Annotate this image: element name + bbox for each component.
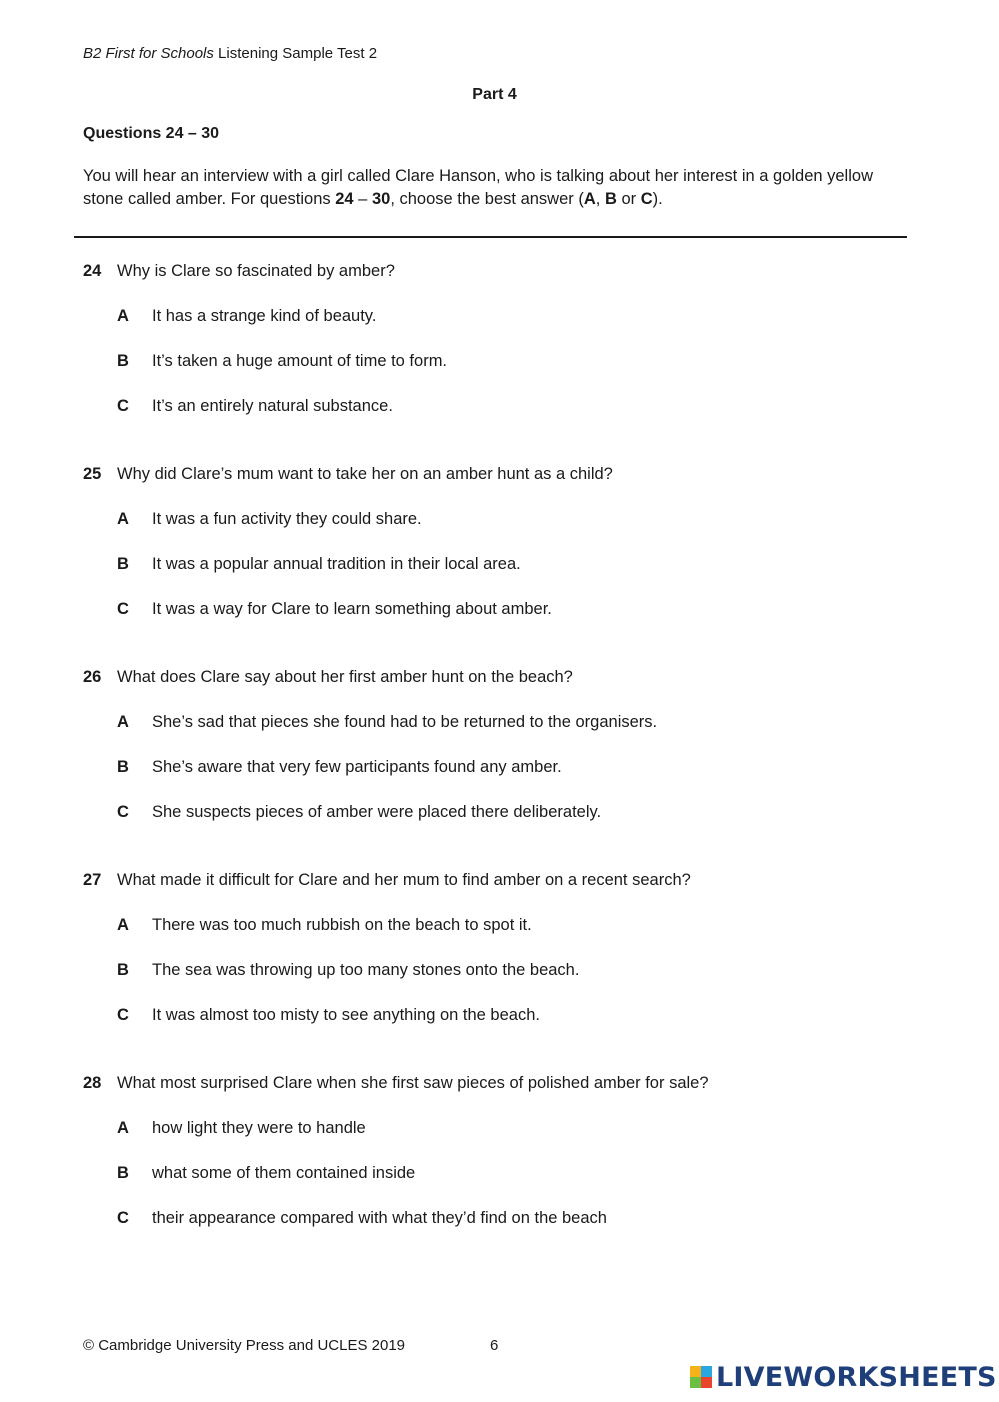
option-letter: B xyxy=(117,352,129,370)
option-text: The sea was throwing up too many stones onto the beach. xyxy=(152,961,580,979)
intro-or: or xyxy=(616,190,641,208)
liveworksheets-logo-icon xyxy=(690,1366,712,1388)
option-letter: B xyxy=(117,961,129,979)
logo-square-green xyxy=(690,1377,701,1388)
question-number: 27 xyxy=(83,871,102,889)
question-stem: Why is Clare so fascinated by amber? xyxy=(117,262,395,280)
option-text: their appearance compared with what they’d find on the beach xyxy=(152,1209,607,1227)
option-letter: C xyxy=(117,600,129,618)
option-text: It was a fun activity they could share. xyxy=(152,510,422,528)
question-number: 26 xyxy=(83,668,102,686)
question-number: 25 xyxy=(83,465,102,483)
liveworksheets-logo[interactable] xyxy=(690,1360,997,1394)
intro-last-question: 30 xyxy=(371,190,391,208)
instructions xyxy=(83,165,913,211)
option-letter: B xyxy=(117,1164,129,1182)
option-letter: C xyxy=(117,397,129,415)
question-stem: What does Clare say about her first amber hunt on the beach? xyxy=(117,668,573,686)
option-letter: B xyxy=(117,555,129,573)
intro-option-b: B xyxy=(604,190,617,208)
question-number: 28 xyxy=(83,1074,102,1092)
option-text: She’s sad that pieces she found had to be returned to the organisers. xyxy=(152,713,658,731)
option-letter: C xyxy=(117,803,129,821)
questions-range: Questions 24 – 30 xyxy=(83,125,220,142)
part-title: Part 4 xyxy=(472,86,517,103)
option-text: She’s aware that very few participants found any amber. xyxy=(152,758,562,776)
intro-comma: , xyxy=(595,190,605,208)
option-letter: A xyxy=(117,713,129,731)
option-text: how light they were to handle xyxy=(152,1119,366,1137)
intro-option-a: A xyxy=(583,190,596,208)
option-text: It was a popular annual tradition in their local area. xyxy=(152,555,521,573)
option-letter: A xyxy=(117,510,129,528)
option-text: It has a strange kind of beauty. xyxy=(152,307,377,325)
intro-text-2: , choose the best answer ( xyxy=(390,190,584,208)
option-text: She suspects pieces of amber were placed there deliberately. xyxy=(152,803,602,821)
intro-option-c: C xyxy=(640,190,653,208)
intro-text: You will hear an interview with a girl called Clare Hanson, who is talking about her interest in a golden yellow stone called amber. For questions xyxy=(83,167,873,208)
option-letter: A xyxy=(117,1119,129,1137)
intro-dash: – xyxy=(353,190,372,208)
option-text: It’s an entirely natural substance. xyxy=(152,397,393,415)
divider xyxy=(74,236,907,238)
question-stem: What most surprised Clare when she first saw pieces of polished amber for sale? xyxy=(117,1074,709,1092)
option-text: It was a way for Clare to learn something about amber. xyxy=(152,600,552,618)
option-letter: A xyxy=(117,307,129,325)
option-letter: C xyxy=(117,1209,129,1227)
option-text: what some of them contained inside xyxy=(152,1164,416,1182)
intro-end: ). xyxy=(652,190,663,208)
logo-square-yellow xyxy=(690,1366,701,1377)
option-letter: A xyxy=(117,916,129,934)
question-number: 24 xyxy=(83,262,102,280)
option-text: There was too much rubbish on the beach to spot it. xyxy=(152,916,532,934)
header-test-name: Listening Sample Test 2 xyxy=(213,45,378,62)
logo-square-red xyxy=(701,1377,712,1388)
question-stem: Why did Clare’s mum want to take her on an amber hunt as a child? xyxy=(117,465,613,483)
logo-text: LIVEWORKSHEETS xyxy=(716,1361,997,1393)
header-series: B2 First for Schools xyxy=(83,45,214,62)
page-header xyxy=(83,45,377,62)
option-letter: C xyxy=(117,1006,129,1024)
intro-first-question: 24 xyxy=(335,190,354,208)
question-stem: What made it difficult for Clare and her mum to find amber on a recent search? xyxy=(117,871,691,889)
page-number: 6 xyxy=(490,1337,499,1354)
option-text: It’s taken a huge amount of time to form. xyxy=(152,352,448,370)
copyright: © Cambridge University Press and UCLES 2019 xyxy=(83,1337,406,1354)
option-letter: B xyxy=(117,758,129,776)
logo-square-blue xyxy=(701,1366,712,1377)
option-text: It was almost too misty to see anything on the beach. xyxy=(152,1006,540,1024)
